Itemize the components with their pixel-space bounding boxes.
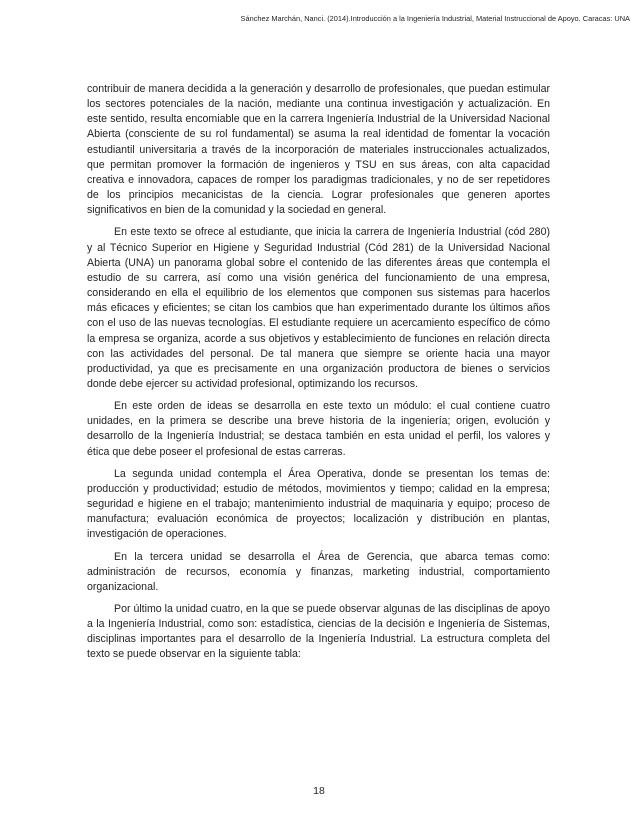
running-header-citation: Sánchez Marchán, Nanci. (2014).Introducción a la Ingeniería Industrial, Material Instruccional de Apoyo. Caracas: UNA <box>240 14 630 23</box>
paragraph-unit-two: La segunda unidad contempla el Área Operativa, donde se presentan los temas de: producción y productividad; estudio de métodos, movimientos y tiempo; calidad en la empresa; seguridad e higiene en el trabajo; mantenimiento industrial de maquinaria y equipo; proceso de manufactura; evaluación económica de proyectos; localización y distribución en plantas, investigación de operaciones. <box>87 467 550 541</box>
paragraph-unit-three: En la tercera unidad se desarrolla el Área de Gerencia, que abarca temas como: administración de recursos, economía y finanzas, marketing industrial, comportamiento organizacional. <box>87 550 550 593</box>
paragraph-text-overview: En este texto se ofrece al estudiante, que inicia la carrera de Ingeniería Industrial (cód 280) y al Técnico Superior en Higiene y Seguridad Industrial (Cód 281) de la Universidad Nacional Abierta (UNA) un panorama global sobre el contenido de las diferentes áreas que contempla el estudio de su carrera, así como una visión genérica del funcionamiento de una empresa, considerando en ella el equilibrio de los elementos que componen sus sistemas para hacerlos más eficaces y eficientes; se citan los cambios que han experimentado durante los últimos años con el uso de las nuevas tecnologías. El estudiante requiere un acercamiento específico de cómo la empresa se organiza, acorde a sus objetivos y establecimiento de funciones en relación directa con las actividades del personal. De tal manera que siempre se oriente hacia una mayor productividad, ya que es precisamente en una organización productora de bienes o servicios donde debe ejercer su actividad profesional, optimizando los recursos. <box>87 226 550 390</box>
page-number: 18 <box>313 785 325 797</box>
paragraph-continuation: contribuir de manera decidida a la generación y desarrollo de profesionales, que puedan estimular los sectores potenciales de la nación, mediante una continua investigación y actualización. En este sentido, resulta encomiable que en la carrera Ingeniería Industrial de la Universidad Nacional Abierta (consciente de su rol fundamental) se asuma la real identidad de fomentar la vocación estudiantil universitaria a través de la incorporación de materiales instruccionales actualizados, que permitan promover la formación de ingenieros y TSU en sus áreas, con alta capacidad creativa e innovadora, capaces de romper los paradigmas tradicionales, y no de ser repetidores de los principios mecanicistas de la ciencia. Lograr profesionales que generen aportes significativos en bien de la comunidad y la sociedad en general. <box>87 83 550 217</box>
paragraph-module-units: En este orden de ideas se desarrolla en este texto un módulo: el cual contiene cuatro unidades, en la primera se describe una breve historia de la ingeniería; origen, evolución y desarrollo de la Ingeniería Industrial; se destaca también en esta unidad el perfil, los valores y ética que debe poseer el profesional de estas carreras. <box>87 400 550 458</box>
paragraph-unit-four: Por último la unidad cuatro, en la que se puede observar algunas de las disciplinas de apoyo a la Ingeniería Industrial, como son: estadística, ciencias de la decisión e Ingeniería de Sistemas, disciplinas importantes para el desarrollo de la Ingeniería Industrial. La estructura completa del texto se puede observar en la siguiente tabla: <box>87 603 550 661</box>
body-text <box>87 82 550 670</box>
